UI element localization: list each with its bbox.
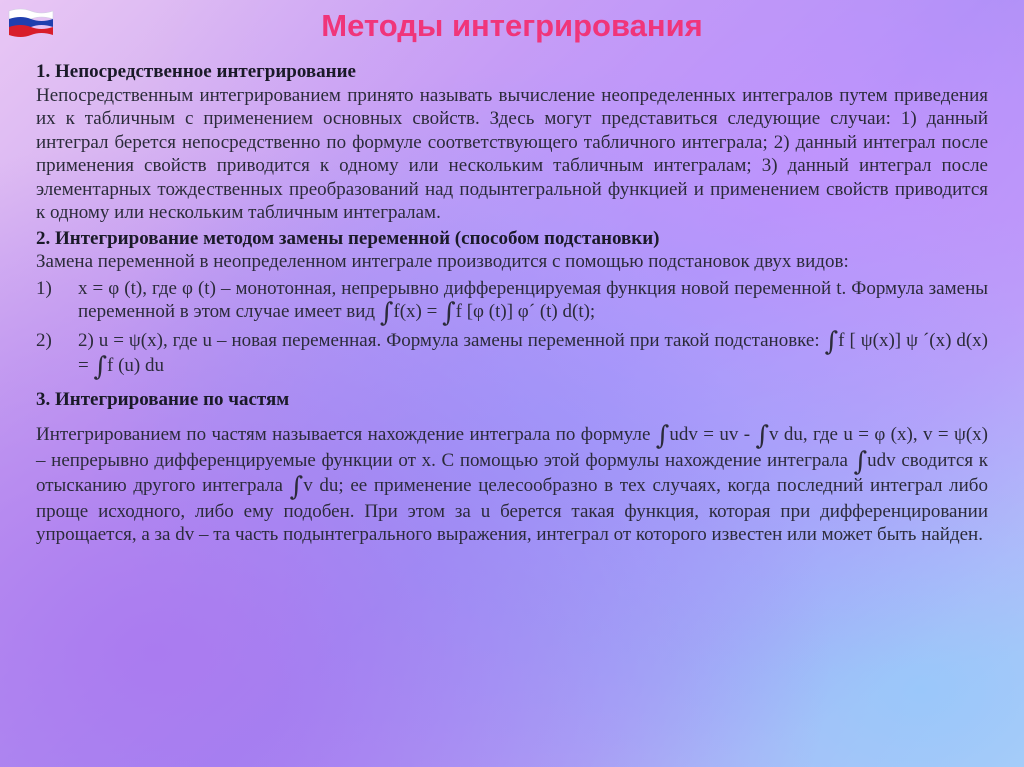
section2-heading: 2. Интегрирование методом замены переменной (способом подстановки) <box>36 227 660 249</box>
section2-text: Замена переменной в неопределенном интеграле производится с помощью подстановок двух видов: <box>36 251 849 272</box>
formula-part: f (u) du <box>107 355 164 376</box>
integral-icon: ∫ <box>289 472 304 502</box>
item-number: 2) <box>36 329 52 351</box>
item-number: 1) <box>36 277 52 299</box>
item-text: x = φ (t), где φ (t) – монотонная, непрерывно дифференцируемая функция новой переменной t. Формула замены переменной в этом случае имеет вид ∫f(x) = ∫f [φ (t)] φ´ (t) d(t); <box>78 277 988 328</box>
formula-part: f [φ (t)] φ´ (t) d(t); <box>455 301 596 322</box>
integral-icon: ∫ <box>442 298 456 328</box>
integral-icon: ∫ <box>824 326 839 357</box>
integral-icon: ∫ <box>379 298 394 328</box>
formula-part: f(x) = <box>393 301 438 322</box>
substitution-item-2 <box>36 326 989 382</box>
integral-icon: ∫ <box>93 352 108 382</box>
section1-text: Непосредственным интегрированием принято называть вычисление неопределенных интегралов путем приведения их к табличным с применением основных свойств. Здесь могут представиться следующие случаи: 1) данный интеграл берется непосредственно по формуле соответствующего табличного интеграла; 2) данный интеграл после применения свойств приводится к одному или нескольким табличным интегралам; 3) данный интеграл после элементарных тождественных преобразований над подынтегральной функцией и применением свойств приводится к одному или нескольким табличным интегралам. <box>36 84 988 223</box>
section3-heading: 3. Интегрирование по частям <box>36 388 290 410</box>
item-text: 2) u = ψ(x), где u – новая переменная. Формула замены переменной при такой подстановке: ∫f [ ψ(x)] ψ ´(x) d(x) = ∫f (u) du <box>78 326 989 382</box>
integral-icon: ∫ <box>655 421 670 451</box>
section1-heading: 1. Непосредственное интегрирование <box>36 61 356 82</box>
substitution-item-1 <box>36 277 988 326</box>
section3-text: Интегрированием по частям называется нахождение интеграла по формуле ∫udv = uv - ∫v du, где u = φ (x), v = ψ(x) – непрерывно дифференцируемые функции от x. С помощью этой формулы нахождение интеграла ∫udv сводится к отысканию другого интеграла ∫v du; ее применение целесообразно в тех случаях, когда последний интеграл либо проще исходного, либо ему подобен. При этом за u берется такая функция, которая при дифференцировании упрощается, а за dv – та часть подынтегрального выражения, интеграл от которого известен или может быть найден. <box>36 421 989 545</box>
integral-icon: ∫ <box>853 446 868 477</box>
formula-part: f [ ψ(x)] ψ ´(x) d(x) = <box>78 329 989 376</box>
page-title: Методы интегрирования <box>321 8 703 43</box>
slide-content <box>36 60 988 547</box>
integral-icon: ∫ <box>755 421 769 451</box>
